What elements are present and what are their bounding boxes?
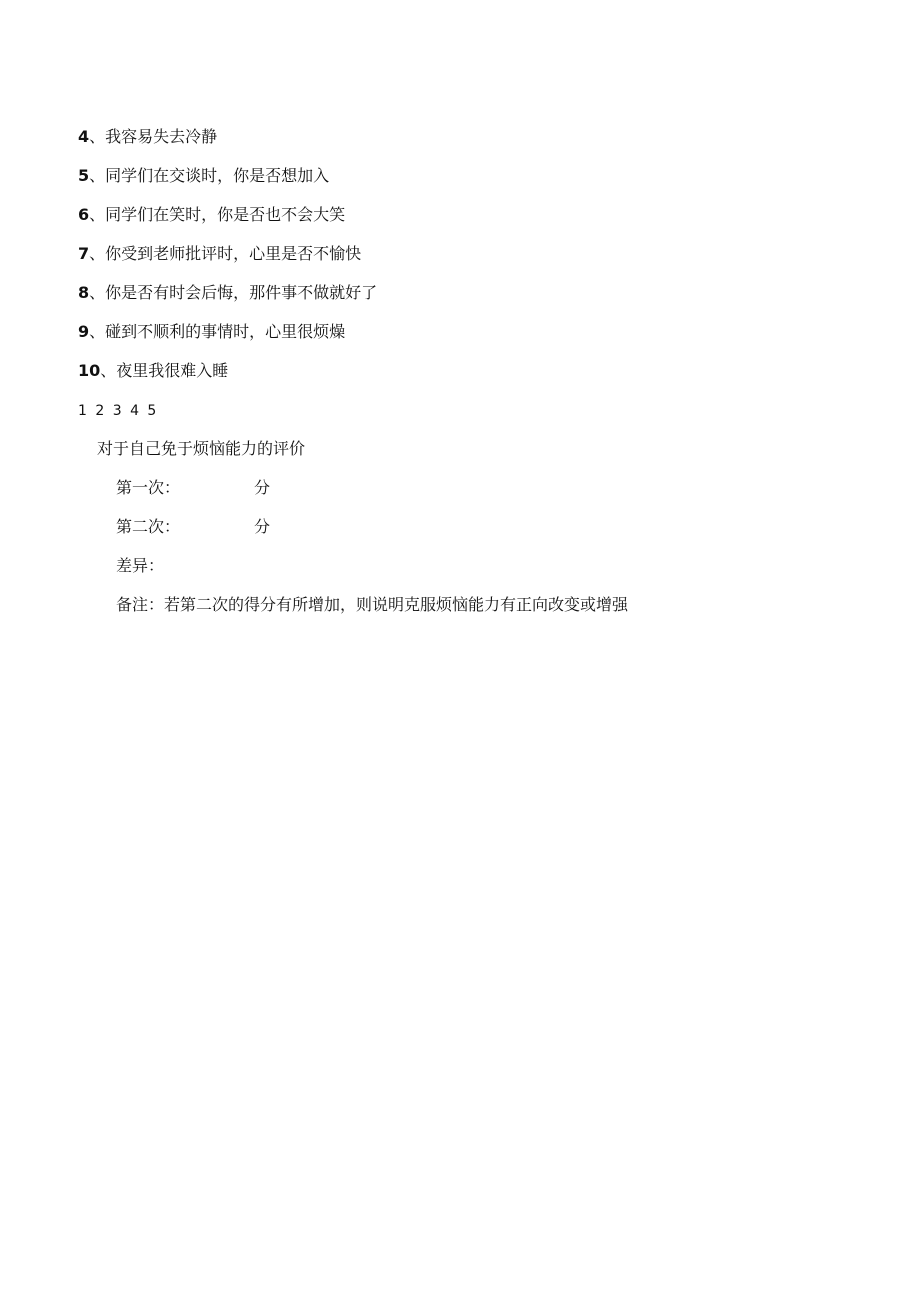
item-number: 6 [78,205,90,224]
item-text: 碰到不顺利的事情时，心里很烦燥 [105,322,346,341]
item-separator: 、 [89,244,106,263]
item-text: 我容易失去冷静 [105,127,218,146]
item-separator: 、 [89,166,106,185]
item-number: 10 [78,361,101,380]
second-score-unit: 分 [254,517,271,536]
first-score-unit: 分 [254,478,271,497]
item-text: 你受到老师批评时，心里是否不愉快 [105,244,362,263]
difference-label: 差异： [116,556,165,575]
item-separator: 、 [100,361,117,380]
note-text: 备注：若第二次的得分有所增加，则说明克服烦恼能力有正向改变或增强 [116,595,629,614]
item-number: 4 [78,127,90,146]
item-number: 8 [78,283,90,302]
second-score-label: 第二次： [116,517,181,536]
item-separator: 、 [89,127,106,146]
evaluation-heading: 对于自己免于烦恼能力的评价 [97,439,306,458]
item-text: 夜里我很难入睡 [116,361,229,380]
item-number: 9 [78,322,90,341]
questionnaire-item-9 [78,322,345,342]
questionnaire-item-5 [78,166,329,186]
item-text: 同学们在笑时，你是否也不会大笑 [105,205,346,224]
questionnaire-item-8 [78,283,377,303]
item-text: 你是否有时会后悔，那件事不做就好了 [105,283,378,302]
rating-scale: 1 2 3 4 5 [78,403,159,419]
item-separator: 、 [89,283,106,302]
questionnaire-item-6 [78,205,345,225]
item-number: 5 [78,166,90,185]
item-separator: 、 [89,205,106,224]
item-separator: 、 [89,322,106,341]
first-score-label: 第一次： [116,478,181,497]
item-text: 同学们在交谈时，你是否想加入 [105,166,330,185]
item-number: 7 [78,244,90,263]
questionnaire-item-4 [78,127,217,147]
questionnaire-item-10 [78,361,228,381]
questionnaire-item-7 [78,244,361,264]
